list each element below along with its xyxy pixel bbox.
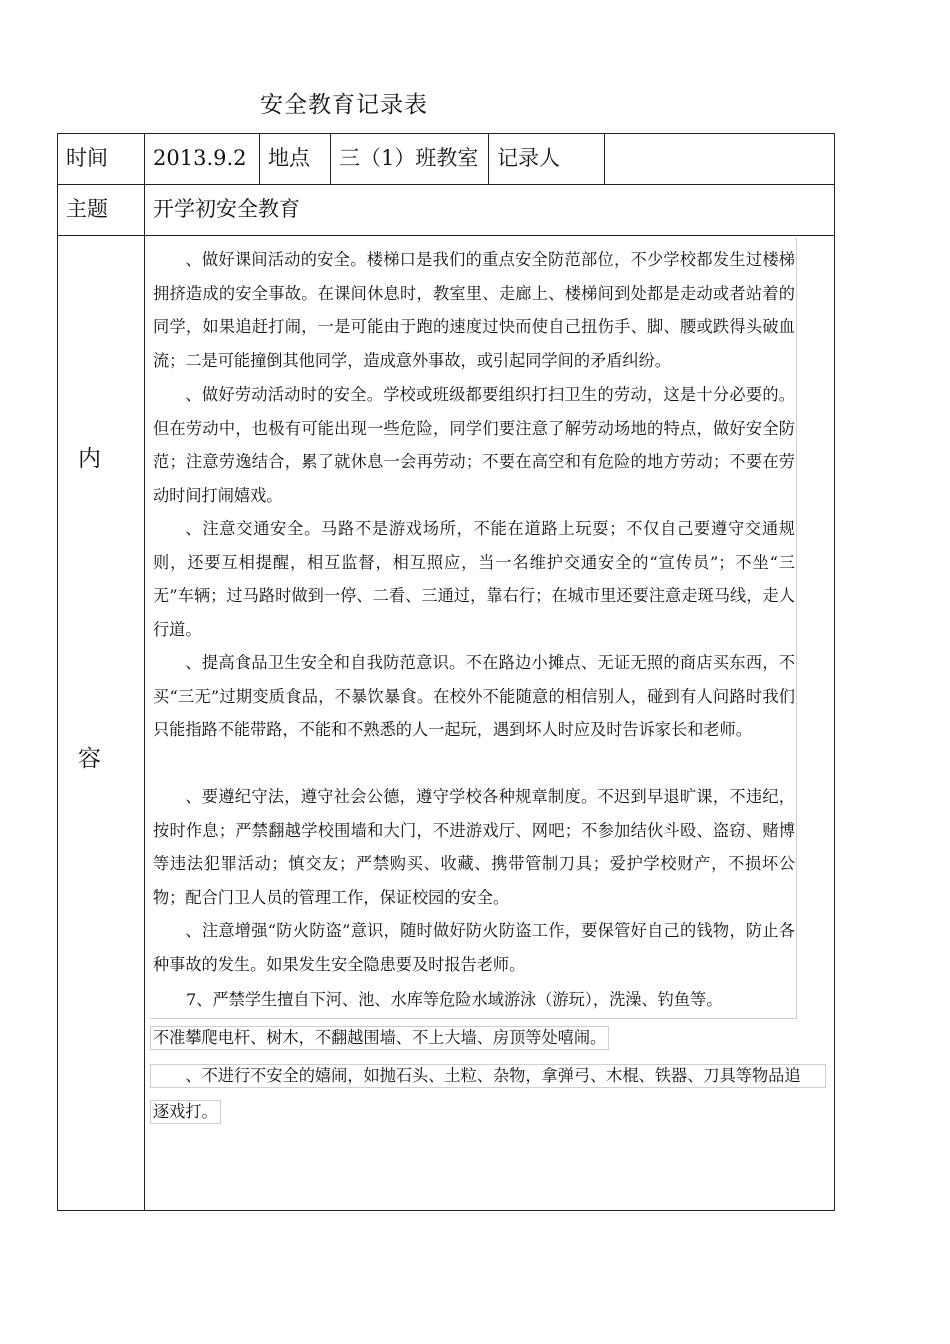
table-border-right — [834, 133, 835, 1211]
content-paragraph-4: 、提高食品卫生安全和自我防范意识。不在路边小摊点、无证无照的商店买东西，不买“三无”过期变质食品，不暴饮暴食。在校外不能随意的相信别人，碰到有人问路时我们只能指路不能带路，不能和不熟悉的人一起玩，遇到坏人时应及时告诉家长和老师。 — [153, 653, 795, 740]
content-paragraph-5: 、要遵纪守法，遵守社会公德，遵守学校各种规章制度。不迟到早退旷课，不违纪，按时作息；严禁翻越学校围墙和大门，不进游戏厅、网吧；不参加结伙斗殴、盗窃、赌博等违法犯罪活动；慎交友；严禁购买、收藏、携带管制刀具；爱护学校财产，不损坏公物；配合门卫人员的管理工作，保证校园的安全。 — [153, 787, 795, 907]
place-value: 三（1）班教室 — [339, 146, 479, 170]
time-value: 2013.9.2 — [153, 146, 247, 170]
table-border-left — [57, 133, 58, 1211]
table-row-divider-1 — [57, 184, 835, 185]
document-title: 安全教育记录表 — [260, 92, 428, 118]
table-border-top — [57, 133, 835, 134]
content-extra-line-1: 、不进行不安全的嬉闹，如抛石头、土粒、杂物，拿弹弓、木棍、铁器、刀具等物品追 — [150, 1064, 826, 1088]
recorder-label: 记录人 — [497, 146, 560, 170]
content-label-top: 内 — [78, 446, 101, 472]
content-item-7: 7、严禁学生擅自下河、池、水库等危险水域游泳（游玩），洗澡、钓鱼等。 — [186, 990, 723, 1009]
table-row-divider-2 — [57, 235, 835, 236]
content-paragraph-6: 、注意增强“防火防盗”意识，随时做好防火防盗工作，要保管好自己的钱物，防止各种事故的发生。如果发生安全隐患要及时报告老师。 — [153, 921, 795, 974]
table-col-divider-3 — [330, 133, 331, 185]
topic-label: 主题 — [66, 197, 108, 221]
place-label: 地点 — [268, 146, 310, 170]
table-col-divider-4 — [488, 133, 489, 185]
table-col-divider-label — [144, 133, 145, 1211]
content-extra-line-2: 逐戏打。 — [150, 1100, 221, 1124]
content-paragraph-1: 、做好课间活动的安全。楼梯口是我们的重点安全防范部位，不少学校都发生过楼梯拥挤造成的安全事故。在课间休息时，教室里、走廊上、楼梯间到处都是走动或者站着的同学，如果追赶打闹，一是可能由于跑的速度过快而使自己扭伤手、脚、腰或跌得头破血流；二是可能撞倒其他同学，造成意外事故，或引起同学间的矛盾纠纷。 — [153, 250, 795, 370]
content-extra-note: 不准攀爬电杆、树木，不翻越围墙、不上大墙、房顶等处嘻闹。 — [150, 1026, 609, 1050]
table-col-divider-5 — [604, 133, 605, 185]
topic-value: 开学初安全教育 — [153, 197, 300, 221]
content-paragraph-2: 、做好劳动活动时的安全。学校或班级都要组织打扫卫生的劳动，这是十分必要的。但在劳动中，也极有可能出现一些危险，同学们要注意了解劳动场地的特点，做好安全防范；注意劳逸结合，累了就休息一会再劳动；不要在高空和有危险的地方劳动；不要在劳动时间打闹嬉戏。 — [153, 385, 795, 505]
content-label-bottom: 容 — [78, 746, 101, 772]
content-paragraph-3: 、注意交通安全。马路不是游戏场所，不能在道路上玩耍；不仅自己要遵守交通规则，还要互相提醒，相互监督，相互照应，当一名维护交通安全的“宣传员”；不坐“三无”车辆；过马路时做到一停、二看、三通过，靠右行；在城市里还要注意走斑马线，走人行道。 — [153, 519, 795, 639]
time-label: 时间 — [66, 146, 108, 170]
table-border-bottom — [57, 1210, 835, 1211]
table-col-divider-2 — [259, 133, 260, 185]
